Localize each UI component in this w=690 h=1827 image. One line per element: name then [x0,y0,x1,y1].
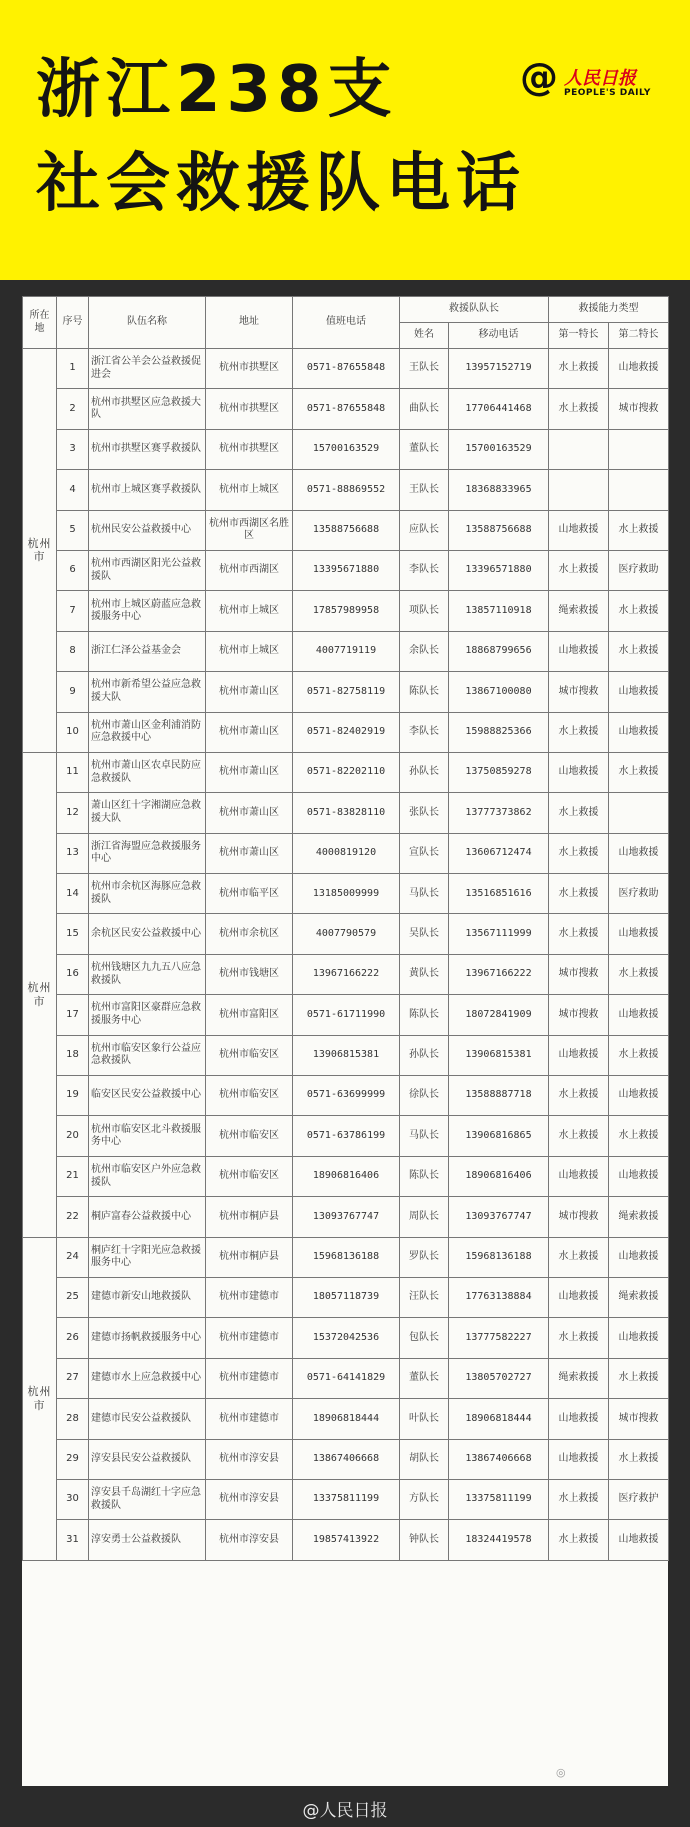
table-row [23,1399,669,1439]
specialty-2-cell: 水上救援 [609,631,669,671]
team-cell: 杭州市萧山区金利浦消防应急救援中心 [89,712,206,752]
specialty-2-cell: 山地救援 [609,1156,669,1196]
address-cell: 杭州市建德市 [206,1358,293,1398]
specialty-2-cell: 水上救援 [609,752,669,792]
seq-cell: 11 [57,752,89,792]
address-cell: 杭州市拱墅区 [206,429,293,469]
table-row [23,1156,669,1196]
table-row [23,1520,669,1560]
mobile-cell: 13567111999 [449,914,549,954]
address-cell: 杭州市建德市 [206,1399,293,1439]
duty-phone-cell: 4007719119 [293,631,400,671]
table-row [23,1237,669,1277]
title-banner [0,0,690,280]
specialty-1-cell: 水上救援 [549,1520,609,1560]
mobile-cell: 13588887718 [449,1076,549,1116]
team-cell: 建德市新安山地救援队 [89,1277,206,1317]
header-address: 地址 [206,297,293,349]
logo-english: PEOPLE'S DAILY [564,88,651,98]
mobile-cell: 13750859278 [449,752,549,792]
duty-phone-cell: 0571-82202110 [293,752,400,792]
seq-cell: 3 [57,429,89,469]
table-row [23,429,669,469]
team-cell: 杭州市西湖区阳光公益救援队 [89,550,206,590]
specialty-1-cell: 水上救援 [549,1237,609,1277]
title-line-1: 浙江238支 [36,53,398,127]
specialty-2-cell: 城市搜救 [609,1399,669,1439]
leader-name-cell: 董队长 [400,1358,449,1398]
mobile-cell: 13857110918 [449,591,549,631]
seq-cell: 10 [57,712,89,752]
specialty-2-cell: 医疗救助 [609,874,669,914]
duty-phone-cell: 15968136188 [293,1237,400,1277]
address-cell: 杭州市临安区 [206,1076,293,1116]
address-cell: 杭州市上城区 [206,591,293,631]
header-spec2: 第二特长 [609,323,669,349]
leader-name-cell: 李队长 [400,712,449,752]
specialty-1-cell: 水上救援 [549,1116,609,1156]
address-cell: 杭州市萧山区 [206,833,293,873]
address-cell: 杭州市临安区 [206,1116,293,1156]
specialty-2-cell: 绳索救援 [609,1197,669,1237]
mobile-cell: 13375811199 [449,1479,549,1519]
duty-phone-cell: 15700163529 [293,429,400,469]
leader-name-cell: 陈队长 [400,995,449,1035]
address-cell: 杭州市桐庐县 [206,1237,293,1277]
leader-name-cell: 王队长 [400,349,449,389]
duty-phone-cell: 0571-61711990 [293,995,400,1035]
mobile-cell: 18324419578 [449,1520,549,1560]
specialty-2-cell: 山地救援 [609,833,669,873]
specialty-1-cell: 山地救援 [549,1399,609,1439]
leader-name-cell: 曲队长 [400,389,449,429]
team-cell: 浙江仁泽公益基金会 [89,631,206,671]
duty-phone-cell: 18906816406 [293,1156,400,1196]
leader-name-cell: 张队长 [400,793,449,833]
leader-name-cell: 叶队长 [400,1399,449,1439]
leader-name-cell: 汪队长 [400,1277,449,1317]
specialty-1-cell: 山地救援 [549,510,609,550]
leader-name-cell: 陈队长 [400,672,449,712]
duty-phone-cell: 19857413922 [293,1520,400,1560]
seq-cell: 17 [57,995,89,1035]
team-cell: 桐庐红十字阳光应急救援服务中心 [89,1237,206,1277]
table-row [23,1035,669,1075]
seq-cell: 16 [57,954,89,994]
specialty-1-cell: 水上救援 [549,1318,609,1358]
team-cell: 余杭区民安公益救援中心 [89,914,206,954]
specialty-2-cell: 水上救援 [609,510,669,550]
specialty-1-cell: 城市搜救 [549,995,609,1035]
rescue-team-sheet [22,296,668,1786]
team-cell: 建德市民安公益救援队 [89,1399,206,1439]
specialty-2-cell: 绳索救援 [609,1277,669,1317]
specialty-1-cell: 水上救援 [549,874,609,914]
duty-phone-cell: 0571-87655848 [293,389,400,429]
team-cell: 建德市扬帆救援服务中心 [89,1318,206,1358]
specialty-2-cell: 水上救援 [609,591,669,631]
table-row [23,1197,669,1237]
address-cell: 杭州市钱塘区 [206,954,293,994]
address-cell: 杭州市余杭区 [206,914,293,954]
address-cell: 杭州市上城区 [206,631,293,671]
mobile-cell: 17706441468 [449,389,549,429]
duty-phone-cell: 0571-63786199 [293,1116,400,1156]
duty-phone-cell: 13375811199 [293,1479,400,1519]
seq-cell: 1 [57,349,89,389]
specialty-2-cell: 水上救援 [609,1035,669,1075]
mobile-cell: 13777582227 [449,1318,549,1358]
address-cell: 杭州市建德市 [206,1277,293,1317]
duty-phone-cell: 18057118739 [293,1277,400,1317]
seq-cell: 20 [57,1116,89,1156]
address-cell: 杭州市淳安县 [206,1479,293,1519]
specialty-2-cell: 山地救援 [609,995,669,1035]
table-row [23,1318,669,1358]
specialty-1-cell [549,429,609,469]
duty-phone-cell: 13867406668 [293,1439,400,1479]
leader-name-cell: 周队长 [400,1197,449,1237]
mobile-cell: 13588756688 [449,510,549,550]
specialty-1-cell: 水上救援 [549,349,609,389]
header-seq: 序号 [57,297,89,349]
specialty-1-cell: 绳索救援 [549,1358,609,1398]
specialty-1-cell: 山地救援 [549,752,609,792]
title-line-2: 社会救援队电话 [36,147,526,221]
region-cell: 杭州市 [23,752,57,1237]
specialty-1-cell: 水上救援 [549,914,609,954]
table-row [23,591,669,631]
leader-name-cell: 应队长 [400,510,449,550]
duty-phone-cell: 13185009999 [293,874,400,914]
duty-phone-cell: 13906815381 [293,1035,400,1075]
team-cell: 杭州市拱墅区赛孚救援队 [89,429,206,469]
leader-name-cell: 黄队长 [400,954,449,994]
leader-name-cell: 王队长 [400,470,449,510]
region-cell: 杭州市 [23,1237,57,1560]
team-cell: 杭州市余杭区海豚应急救援队 [89,874,206,914]
seq-cell: 14 [57,874,89,914]
table-row [23,833,669,873]
table-row [23,1358,669,1398]
specialty-1-cell: 水上救援 [549,793,609,833]
specialty-1-cell: 山地救援 [549,1035,609,1075]
seq-cell: 7 [57,591,89,631]
specialty-1-cell: 水上救援 [549,550,609,590]
address-cell: 杭州市萧山区 [206,793,293,833]
specialty-2-cell: 医疗救护 [609,1479,669,1519]
team-cell: 萧山区红十字湘湖应急救援大队 [89,793,206,833]
leader-name-cell: 董队长 [400,429,449,469]
address-cell: 杭州市萧山区 [206,712,293,752]
address-cell: 杭州市萧山区 [206,752,293,792]
table-row [23,954,669,994]
mobile-cell: 13093767747 [449,1197,549,1237]
team-cell: 杭州市临安区北斗救援服务中心 [89,1116,206,1156]
team-cell: 浙江省海盟应急救援服务中心 [89,833,206,873]
seq-cell: 26 [57,1318,89,1358]
address-cell: 杭州市临平区 [206,874,293,914]
specialty-2-cell: 山地救援 [609,1076,669,1116]
specialty-1-cell: 城市搜救 [549,1197,609,1237]
mobile-cell: 18906816406 [449,1156,549,1196]
table-row [23,1439,669,1479]
mobile-cell: 13957152719 [449,349,549,389]
seq-cell: 9 [57,672,89,712]
leader-name-cell: 胡队长 [400,1439,449,1479]
duty-phone-cell: 0571-82758119 [293,672,400,712]
table-row [23,1479,669,1519]
leader-name-cell: 马队长 [400,1116,449,1156]
specialty-1-cell: 水上救援 [549,833,609,873]
duty-phone-cell: 4007790579 [293,914,400,954]
leader-name-cell: 钟队长 [400,1520,449,1560]
address-cell: 杭州市桐庐县 [206,1197,293,1237]
address-cell: 杭州市富阳区 [206,995,293,1035]
footer-credit: @人民日报 [302,1801,388,1821]
specialty-2-cell: 山地救援 [609,672,669,712]
header-spec1: 第一特长 [549,323,609,349]
table-row [23,995,669,1035]
table-row [23,712,669,752]
duty-phone-cell: 13588756688 [293,510,400,550]
table-row [23,389,669,429]
table-row [23,793,669,833]
region-cell: 杭州市 [23,349,57,753]
seq-cell: 5 [57,510,89,550]
address-cell: 杭州市临安区 [206,1035,293,1075]
specialty-1-cell: 水上救援 [549,1076,609,1116]
address-cell: 杭州市西湖区 [206,550,293,590]
team-cell: 杭州市临安区户外应急救援队 [89,1156,206,1196]
table-row [23,874,669,914]
leader-name-cell: 徐队长 [400,1076,449,1116]
team-cell: 临安区民安公益救援中心 [89,1076,206,1116]
seq-cell: 28 [57,1399,89,1439]
mobile-cell: 13606712474 [449,833,549,873]
table-row [23,1277,669,1317]
leader-name-cell: 陈队长 [400,1156,449,1196]
team-cell: 浙江省公羊会公益救援促进会 [89,349,206,389]
specialty-2-cell: 山地救援 [609,1237,669,1277]
leader-name-cell: 吴队长 [400,914,449,954]
address-cell: 杭州市淳安县 [206,1439,293,1479]
specialty-2-cell [609,429,669,469]
mobile-cell: 13867406668 [449,1439,549,1479]
duty-phone-cell: 13967166222 [293,954,400,994]
peoples-daily-logo [520,55,670,108]
team-cell: 杭州市萧山区农卓民防应急救援队 [89,752,206,792]
mobile-cell: 13867100080 [449,672,549,712]
address-cell: 杭州市淳安县 [206,1520,293,1560]
specialty-2-cell [609,793,669,833]
team-cell: 杭州市临安区象行公益应急救援队 [89,1035,206,1075]
team-cell: 淳安县民安公益救援队 [89,1439,206,1479]
mobile-cell: 18906818444 [449,1399,549,1439]
table-row [23,349,669,389]
specialty-2-cell: 水上救援 [609,954,669,994]
team-cell: 杭州市富阳区豪群应急救援服务中心 [89,995,206,1035]
seq-cell: 21 [57,1156,89,1196]
seq-cell: 15 [57,914,89,954]
seq-cell: 6 [57,550,89,590]
watermark: ◎ [556,1766,566,1779]
team-cell: 杭州市上城区蔚蓝应急救援服务中心 [89,591,206,631]
mobile-cell: 13906815381 [449,1035,549,1075]
specialty-1-cell: 山地救援 [549,631,609,671]
team-cell: 杭州民安公益救援中心 [89,510,206,550]
header-leader-group: 救援队队长 [400,297,549,323]
address-cell: 杭州市上城区 [206,470,293,510]
seq-cell: 8 [57,631,89,671]
table-row [23,672,669,712]
team-cell: 杭州市拱墅区应急救援大队 [89,389,206,429]
specialty-1-cell: 水上救援 [549,1479,609,1519]
header-ability-group: 救援能力类型 [549,297,669,323]
specialty-2-cell [609,470,669,510]
specialty-1-cell: 城市搜救 [549,954,609,994]
mobile-cell: 13967166222 [449,954,549,994]
leader-name-cell: 包队长 [400,1318,449,1358]
mobile-cell: 15968136188 [449,1237,549,1277]
duty-phone-cell: 0571-82402919 [293,712,400,752]
seq-cell: 19 [57,1076,89,1116]
seq-cell: 18 [57,1035,89,1075]
leader-name-cell: 孙队长 [400,752,449,792]
address-cell: 杭州市拱墅区 [206,349,293,389]
duty-phone-cell: 17857989958 [293,591,400,631]
table-row [23,510,669,550]
specialty-2-cell: 山地救援 [609,712,669,752]
header-leader-mobile: 移动电话 [449,323,549,349]
table-row [23,752,669,792]
seq-cell: 29 [57,1439,89,1479]
duty-phone-cell: 0571-63699999 [293,1076,400,1116]
mobile-cell: 13906816865 [449,1116,549,1156]
specialty-1-cell: 城市搜救 [549,672,609,712]
table-row [23,914,669,954]
mobile-cell: 18072841909 [449,995,549,1035]
specialty-2-cell: 山地救援 [609,1520,669,1560]
table-row [23,1076,669,1116]
duty-phone-cell: 18906818444 [293,1399,400,1439]
mobile-cell: 15988825366 [449,712,549,752]
leader-name-cell: 李队长 [400,550,449,590]
address-cell: 杭州市拱墅区 [206,389,293,429]
specialty-2-cell: 水上救援 [609,1358,669,1398]
leader-name-cell: 罗队长 [400,1237,449,1277]
seq-cell: 27 [57,1358,89,1398]
team-cell: 桐庐富春公益救援中心 [89,1197,206,1237]
specialty-1-cell: 山地救援 [549,1156,609,1196]
duty-phone-cell: 0571-88869552 [293,470,400,510]
specialty-1-cell: 山地救援 [549,1439,609,1479]
header-duty-phone: 值班电话 [293,297,400,349]
leader-name-cell: 项队长 [400,591,449,631]
duty-phone-cell: 13093767747 [293,1197,400,1237]
mobile-cell: 18868799656 [449,631,549,671]
specialty-1-cell [549,470,609,510]
mobile-cell: 17763138884 [449,1277,549,1317]
mobile-cell: 13516851616 [449,874,549,914]
table-row [23,1116,669,1156]
team-cell: 建德市水上应急救援中心 [89,1358,206,1398]
mobile-cell: 15700163529 [449,429,549,469]
leader-name-cell: 宣队长 [400,833,449,873]
leader-name-cell: 马队长 [400,874,449,914]
logo-name: 人民日报 [564,68,636,89]
duty-phone-cell: 13395671880 [293,550,400,590]
specialty-2-cell: 医疗救助 [609,550,669,590]
seq-cell: 12 [57,793,89,833]
seq-cell: 31 [57,1520,89,1560]
table-row [23,631,669,671]
seq-cell: 13 [57,833,89,873]
header-leader-name: 姓名 [400,323,449,349]
leader-name-cell: 孙队长 [400,1035,449,1075]
header-region: 所在地 [23,297,57,349]
duty-phone-cell: 0571-83828110 [293,793,400,833]
leader-name-cell: 余队长 [400,631,449,671]
duty-phone-cell: 0571-64141829 [293,1358,400,1398]
duty-phone-cell: 15372042536 [293,1318,400,1358]
table-row [23,550,669,590]
team-cell: 杭州市上城区赛孚救援队 [89,470,206,510]
specialty-2-cell: 水上救援 [609,1439,669,1479]
address-cell: 杭州市萧山区 [206,672,293,712]
team-cell: 淳安县千岛湖红十字应急救援队 [89,1479,206,1519]
team-cell: 淳安勇士公益救援队 [89,1520,206,1560]
team-cell: 杭州市新希望公益应急救援大队 [89,672,206,712]
specialty-1-cell: 水上救援 [549,712,609,752]
specialty-1-cell: 水上救援 [549,389,609,429]
specialty-1-cell: 绳索救援 [549,591,609,631]
specialty-2-cell: 水上救援 [609,1116,669,1156]
at-icon: @ [520,55,558,99]
leader-name-cell: 方队长 [400,1479,449,1519]
header-team: 队伍名称 [89,297,206,349]
specialty-2-cell: 山地救援 [609,349,669,389]
mobile-cell: 13396571880 [449,550,549,590]
rescue-team-table [22,296,669,1561]
team-cell: 杭州钱塘区九九五八应急救援队 [89,954,206,994]
address-cell: 杭州市西湖区名胜区 [206,510,293,550]
table-row [23,470,669,510]
specialty-2-cell: 山地救援 [609,914,669,954]
seq-cell: 2 [57,389,89,429]
specialty-2-cell: 山地救援 [609,1318,669,1358]
address-cell: 杭州市建德市 [206,1318,293,1358]
seq-cell: 22 [57,1197,89,1237]
seq-cell: 24 [57,1237,89,1277]
specialty-2-cell: 城市搜救 [609,389,669,429]
mobile-cell: 13805702727 [449,1358,549,1398]
seq-cell: 4 [57,470,89,510]
mobile-cell: 18368833965 [449,470,549,510]
address-cell: 杭州市临安区 [206,1156,293,1196]
seq-cell: 25 [57,1277,89,1317]
mobile-cell: 13777373862 [449,793,549,833]
duty-phone-cell: 4000819120 [293,833,400,873]
duty-phone-cell: 0571-87655848 [293,349,400,389]
specialty-1-cell: 山地救援 [549,1277,609,1317]
seq-cell: 30 [57,1479,89,1519]
